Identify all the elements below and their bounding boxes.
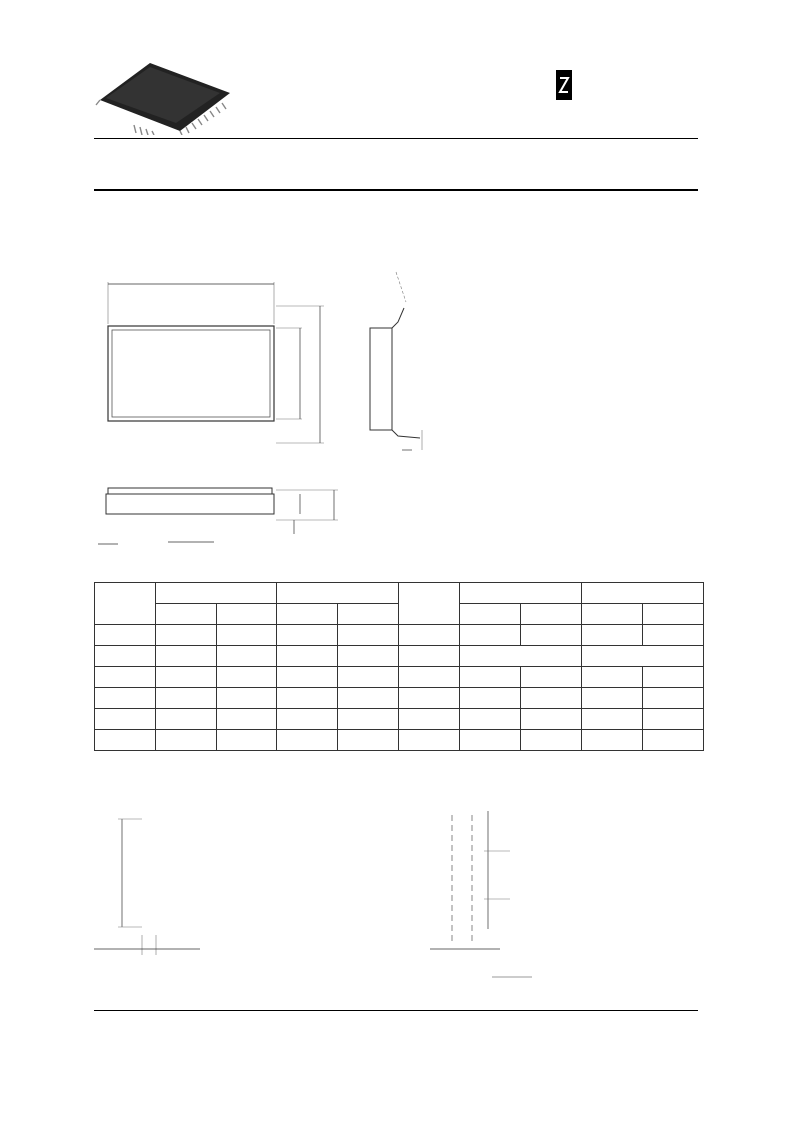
th-in-left [277,583,399,604]
th-dim-right [399,583,460,625]
package-illustration [94,55,234,135]
th-mm-right [460,583,582,604]
table-row [95,688,704,709]
th-min [460,604,521,625]
th-max [338,604,399,625]
package-outline-drawing [90,262,440,562]
table-row [95,709,704,730]
th-max [521,604,582,625]
th-min [156,604,217,625]
th-min [277,604,338,625]
header-rule [94,138,698,139]
table-row [95,730,704,751]
table-row [95,646,704,667]
zetex-logo-icon [556,70,572,100]
title-rule [94,189,698,191]
table-row [95,625,704,646]
th-max [217,604,277,625]
th-in-right [582,583,704,604]
footer-rule [94,1010,698,1011]
th-mm-left [156,583,277,604]
th-dim-left [95,583,156,625]
soldering-footprint-drawing [90,805,540,985]
th-max [582,604,643,625]
table-row [95,667,704,688]
dimension-table [94,582,704,751]
th-max [643,604,704,625]
